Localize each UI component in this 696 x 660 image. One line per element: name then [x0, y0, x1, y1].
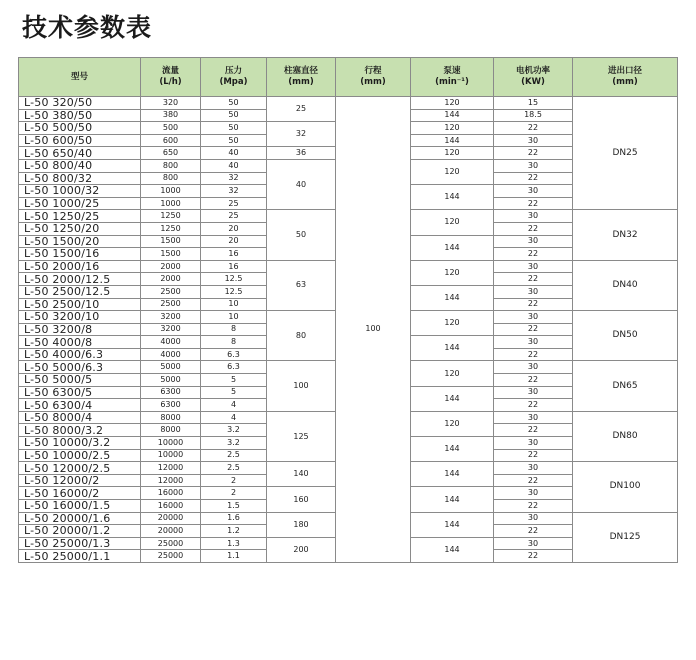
cell-model: L-50 600/50 [19, 134, 141, 147]
cell-flow: 600 [141, 134, 201, 147]
cell-flow: 5000 [141, 374, 201, 387]
cell-model: L-50 16000/2 [19, 487, 141, 500]
cell-motor-power: 22 [494, 449, 573, 462]
cell-plunger-diameter: 25 [267, 97, 336, 122]
cell-flow: 4000 [141, 348, 201, 361]
cell-pressure: 2 [201, 474, 267, 487]
cell-pressure: 16 [201, 260, 267, 273]
cell-flow: 6300 [141, 399, 201, 412]
cell-motor-power: 22 [494, 500, 573, 513]
cell-pump-speed: 144 [411, 336, 494, 361]
cell-flow: 3200 [141, 311, 201, 324]
cell-motor-power: 22 [494, 273, 573, 286]
cell-model: L-50 3200/8 [19, 323, 141, 336]
cell-stroke: 100 [336, 97, 411, 563]
cell-pressure: 40 [201, 159, 267, 172]
cell-motor-power: 30 [494, 159, 573, 172]
cell-motor-power: 30 [494, 185, 573, 198]
cell-pump-speed: 144 [411, 437, 494, 462]
cell-flow: 10000 [141, 437, 201, 450]
cell-flow: 25000 [141, 537, 201, 550]
cell-pressure: 5 [201, 374, 267, 387]
cell-flow: 10000 [141, 449, 201, 462]
cell-pump-speed: 120 [411, 147, 494, 160]
cell-pump-speed: 120 [411, 159, 494, 184]
cell-model: L-50 25000/1.3 [19, 537, 141, 550]
page-title: 技术参数表 [22, 13, 153, 42]
cell-model: L-50 12000/2 [19, 474, 141, 487]
cell-pressure: 1.5 [201, 500, 267, 513]
cell-flow: 4000 [141, 336, 201, 349]
cell-flow: 1500 [141, 248, 201, 261]
cell-motor-power: 30 [494, 336, 573, 349]
cell-flow: 2500 [141, 298, 201, 311]
cell-flow: 2500 [141, 285, 201, 298]
cell-pressure: 8 [201, 323, 267, 336]
cell-flow: 1500 [141, 235, 201, 248]
cell-model: L-50 20000/1.2 [19, 525, 141, 538]
cell-pump-speed: 144 [411, 185, 494, 210]
cell-model: L-50 320/50 [19, 97, 141, 110]
cell-pressure: 10 [201, 311, 267, 324]
cell-plunger-diameter: 200 [267, 537, 336, 562]
cell-pressure: 20 [201, 235, 267, 248]
cell-pump-speed: 144 [411, 512, 494, 537]
cell-motor-power: 30 [494, 361, 573, 374]
cell-flow: 20000 [141, 512, 201, 525]
cell-flow: 800 [141, 159, 201, 172]
cell-pump-speed: 120 [411, 260, 494, 285]
cell-port-diameter: DN32 [573, 210, 678, 260]
cell-model: L-50 25000/1.1 [19, 550, 141, 563]
cell-model: L-50 16000/1.5 [19, 500, 141, 513]
cell-motor-power: 30 [494, 487, 573, 500]
cell-motor-power: 22 [494, 248, 573, 261]
cell-pressure: 20 [201, 222, 267, 235]
cell-model: L-50 20000/1.6 [19, 512, 141, 525]
cell-motor-power: 22 [494, 323, 573, 336]
cell-motor-power: 22 [494, 122, 573, 135]
cell-pressure: 1.2 [201, 525, 267, 538]
header-model: 型号 [19, 58, 141, 97]
header-motor-power: 电机功率 (KW) [494, 58, 573, 97]
cell-motor-power: 22 [494, 399, 573, 412]
cell-pump-speed: 120 [411, 411, 494, 436]
cell-model: L-50 10000/2.5 [19, 449, 141, 462]
cell-plunger-diameter: 32 [267, 122, 336, 147]
cell-pump-speed: 120 [411, 311, 494, 336]
cell-plunger-diameter: 50 [267, 210, 336, 260]
cell-model: L-50 800/40 [19, 159, 141, 172]
cell-port-diameter: DN125 [573, 512, 678, 562]
cell-model: L-50 1000/25 [19, 197, 141, 210]
cell-model: L-50 2500/12.5 [19, 285, 141, 298]
cell-pressure: 1.1 [201, 550, 267, 563]
cell-flow: 12000 [141, 462, 201, 475]
cell-motor-power: 22 [494, 424, 573, 437]
cell-model: L-50 500/50 [19, 122, 141, 135]
cell-motor-power: 22 [494, 298, 573, 311]
cell-plunger-diameter: 63 [267, 260, 336, 310]
cell-pressure: 8 [201, 336, 267, 349]
cell-motor-power: 30 [494, 411, 573, 424]
cell-motor-power: 22 [494, 474, 573, 487]
cell-pressure: 2 [201, 487, 267, 500]
cell-pressure: 50 [201, 97, 267, 110]
cell-motor-power: 30 [494, 134, 573, 147]
cell-model: L-50 2000/16 [19, 260, 141, 273]
cell-port-diameter: DN65 [573, 361, 678, 411]
cell-flow: 380 [141, 109, 201, 122]
cell-model: L-50 10000/3.2 [19, 437, 141, 450]
cell-motor-power: 30 [494, 437, 573, 450]
header-plunger-diameter: 柱塞直径 (mm) [267, 58, 336, 97]
cell-model: L-50 4000/8 [19, 336, 141, 349]
cell-model: L-50 5000/5 [19, 374, 141, 387]
cell-model: L-50 6300/5 [19, 386, 141, 399]
cell-plunger-diameter: 40 [267, 159, 336, 209]
cell-pressure: 3.2 [201, 437, 267, 450]
cell-pressure: 2.5 [201, 449, 267, 462]
cell-motor-power: 22 [494, 172, 573, 185]
cell-pressure: 32 [201, 172, 267, 185]
cell-pump-speed: 120 [411, 122, 494, 135]
cell-flow: 500 [141, 122, 201, 135]
cell-flow: 20000 [141, 525, 201, 538]
cell-flow: 8000 [141, 411, 201, 424]
cell-pressure: 4 [201, 399, 267, 412]
cell-pump-speed: 144 [411, 285, 494, 310]
cell-port-diameter: DN40 [573, 260, 678, 310]
cell-pump-speed: 144 [411, 235, 494, 260]
cell-pressure: 16 [201, 248, 267, 261]
cell-pressure: 25 [201, 197, 267, 210]
cell-motor-power: 22 [494, 348, 573, 361]
cell-pressure: 1.6 [201, 512, 267, 525]
cell-plunger-diameter: 140 [267, 462, 336, 487]
cell-model: L-50 1250/25 [19, 210, 141, 223]
cell-plunger-diameter: 160 [267, 487, 336, 512]
cell-model: L-50 5000/6.3 [19, 361, 141, 374]
cell-motor-power: 18.5 [494, 109, 573, 122]
cell-flow: 8000 [141, 424, 201, 437]
table-body [19, 97, 678, 563]
cell-model: L-50 8000/4 [19, 411, 141, 424]
cell-plunger-diameter: 80 [267, 311, 336, 361]
cell-port-diameter: DN80 [573, 411, 678, 461]
cell-model: L-50 1500/16 [19, 248, 141, 261]
cell-pressure: 12.5 [201, 285, 267, 298]
cell-motor-power: 22 [494, 525, 573, 538]
cell-flow: 1000 [141, 197, 201, 210]
cell-pressure: 50 [201, 109, 267, 122]
cell-motor-power: 30 [494, 462, 573, 475]
cell-pressure: 40 [201, 147, 267, 160]
cell-pressure: 10 [201, 298, 267, 311]
cell-motor-power: 30 [494, 537, 573, 550]
cell-motor-power: 30 [494, 210, 573, 223]
cell-pressure: 4 [201, 411, 267, 424]
header-port-diameter: 进出口径 (mm) [573, 58, 678, 97]
cell-motor-power: 30 [494, 285, 573, 298]
cell-motor-power: 22 [494, 197, 573, 210]
cell-flow: 25000 [141, 550, 201, 563]
cell-motor-power: 22 [494, 147, 573, 160]
cell-flow: 1250 [141, 222, 201, 235]
cell-pump-speed: 120 [411, 97, 494, 110]
cell-pressure: 3.2 [201, 424, 267, 437]
header-flow: 流量 (L/h) [141, 58, 201, 97]
cell-model: L-50 2000/12.5 [19, 273, 141, 286]
cell-model: L-50 12000/2.5 [19, 462, 141, 475]
cell-flow: 650 [141, 147, 201, 160]
cell-pressure: 50 [201, 134, 267, 147]
cell-model: L-50 8000/3.2 [19, 424, 141, 437]
table-row [19, 97, 678, 110]
cell-pressure: 2.5 [201, 462, 267, 475]
cell-model: L-50 3200/10 [19, 311, 141, 324]
cell-pressure: 6.3 [201, 348, 267, 361]
cell-port-diameter: DN25 [573, 97, 678, 210]
cell-motor-power: 22 [494, 374, 573, 387]
cell-pump-speed: 144 [411, 109, 494, 122]
cell-plunger-diameter: 180 [267, 512, 336, 537]
cell-model: L-50 1000/32 [19, 185, 141, 198]
cell-model: L-50 1250/20 [19, 222, 141, 235]
cell-pump-speed: 144 [411, 386, 494, 411]
cell-plunger-diameter: 36 [267, 147, 336, 160]
cell-pressure: 5 [201, 386, 267, 399]
cell-model: L-50 650/40 [19, 147, 141, 160]
cell-model: L-50 380/50 [19, 109, 141, 122]
cell-flow: 16000 [141, 500, 201, 513]
cell-flow: 2000 [141, 260, 201, 273]
cell-model: L-50 4000/6.3 [19, 348, 141, 361]
header-stroke: 行程 (mm) [336, 58, 411, 97]
cell-pressure: 32 [201, 185, 267, 198]
cell-flow: 12000 [141, 474, 201, 487]
table-header-row [19, 58, 678, 97]
cell-flow: 6300 [141, 386, 201, 399]
cell-pump-speed: 144 [411, 134, 494, 147]
cell-pump-speed: 144 [411, 462, 494, 487]
cell-flow: 800 [141, 172, 201, 185]
spec-table [18, 57, 678, 563]
cell-pump-speed: 144 [411, 537, 494, 562]
cell-motor-power: 30 [494, 386, 573, 399]
header-pump-speed: 泵速 (min⁻¹) [411, 58, 494, 97]
cell-plunger-diameter: 100 [267, 361, 336, 411]
cell-pressure: 25 [201, 210, 267, 223]
cell-motor-power: 22 [494, 222, 573, 235]
cell-motor-power: 15 [494, 97, 573, 110]
cell-pressure: 50 [201, 122, 267, 135]
cell-pressure: 6.3 [201, 361, 267, 374]
cell-flow: 1000 [141, 185, 201, 198]
cell-flow: 320 [141, 97, 201, 110]
cell-pump-speed: 120 [411, 361, 494, 386]
cell-flow: 16000 [141, 487, 201, 500]
cell-port-diameter: DN50 [573, 311, 678, 361]
cell-model: L-50 1500/20 [19, 235, 141, 248]
cell-motor-power: 30 [494, 311, 573, 324]
cell-motor-power: 22 [494, 550, 573, 563]
cell-pressure: 1.3 [201, 537, 267, 550]
header-pressure: 压力 (Mpa) [201, 58, 267, 97]
cell-motor-power: 30 [494, 260, 573, 273]
cell-flow: 2000 [141, 273, 201, 286]
cell-model: L-50 2500/10 [19, 298, 141, 311]
cell-motor-power: 30 [494, 512, 573, 525]
cell-flow: 1250 [141, 210, 201, 223]
cell-plunger-diameter: 125 [267, 411, 336, 461]
cell-port-diameter: DN100 [573, 462, 678, 512]
cell-motor-power: 30 [494, 235, 573, 248]
cell-pump-speed: 120 [411, 210, 494, 235]
cell-model: L-50 800/32 [19, 172, 141, 185]
cell-pump-speed: 144 [411, 487, 494, 512]
cell-flow: 3200 [141, 323, 201, 336]
cell-pressure: 12.5 [201, 273, 267, 286]
cell-model: L-50 6300/4 [19, 399, 141, 412]
cell-flow: 5000 [141, 361, 201, 374]
